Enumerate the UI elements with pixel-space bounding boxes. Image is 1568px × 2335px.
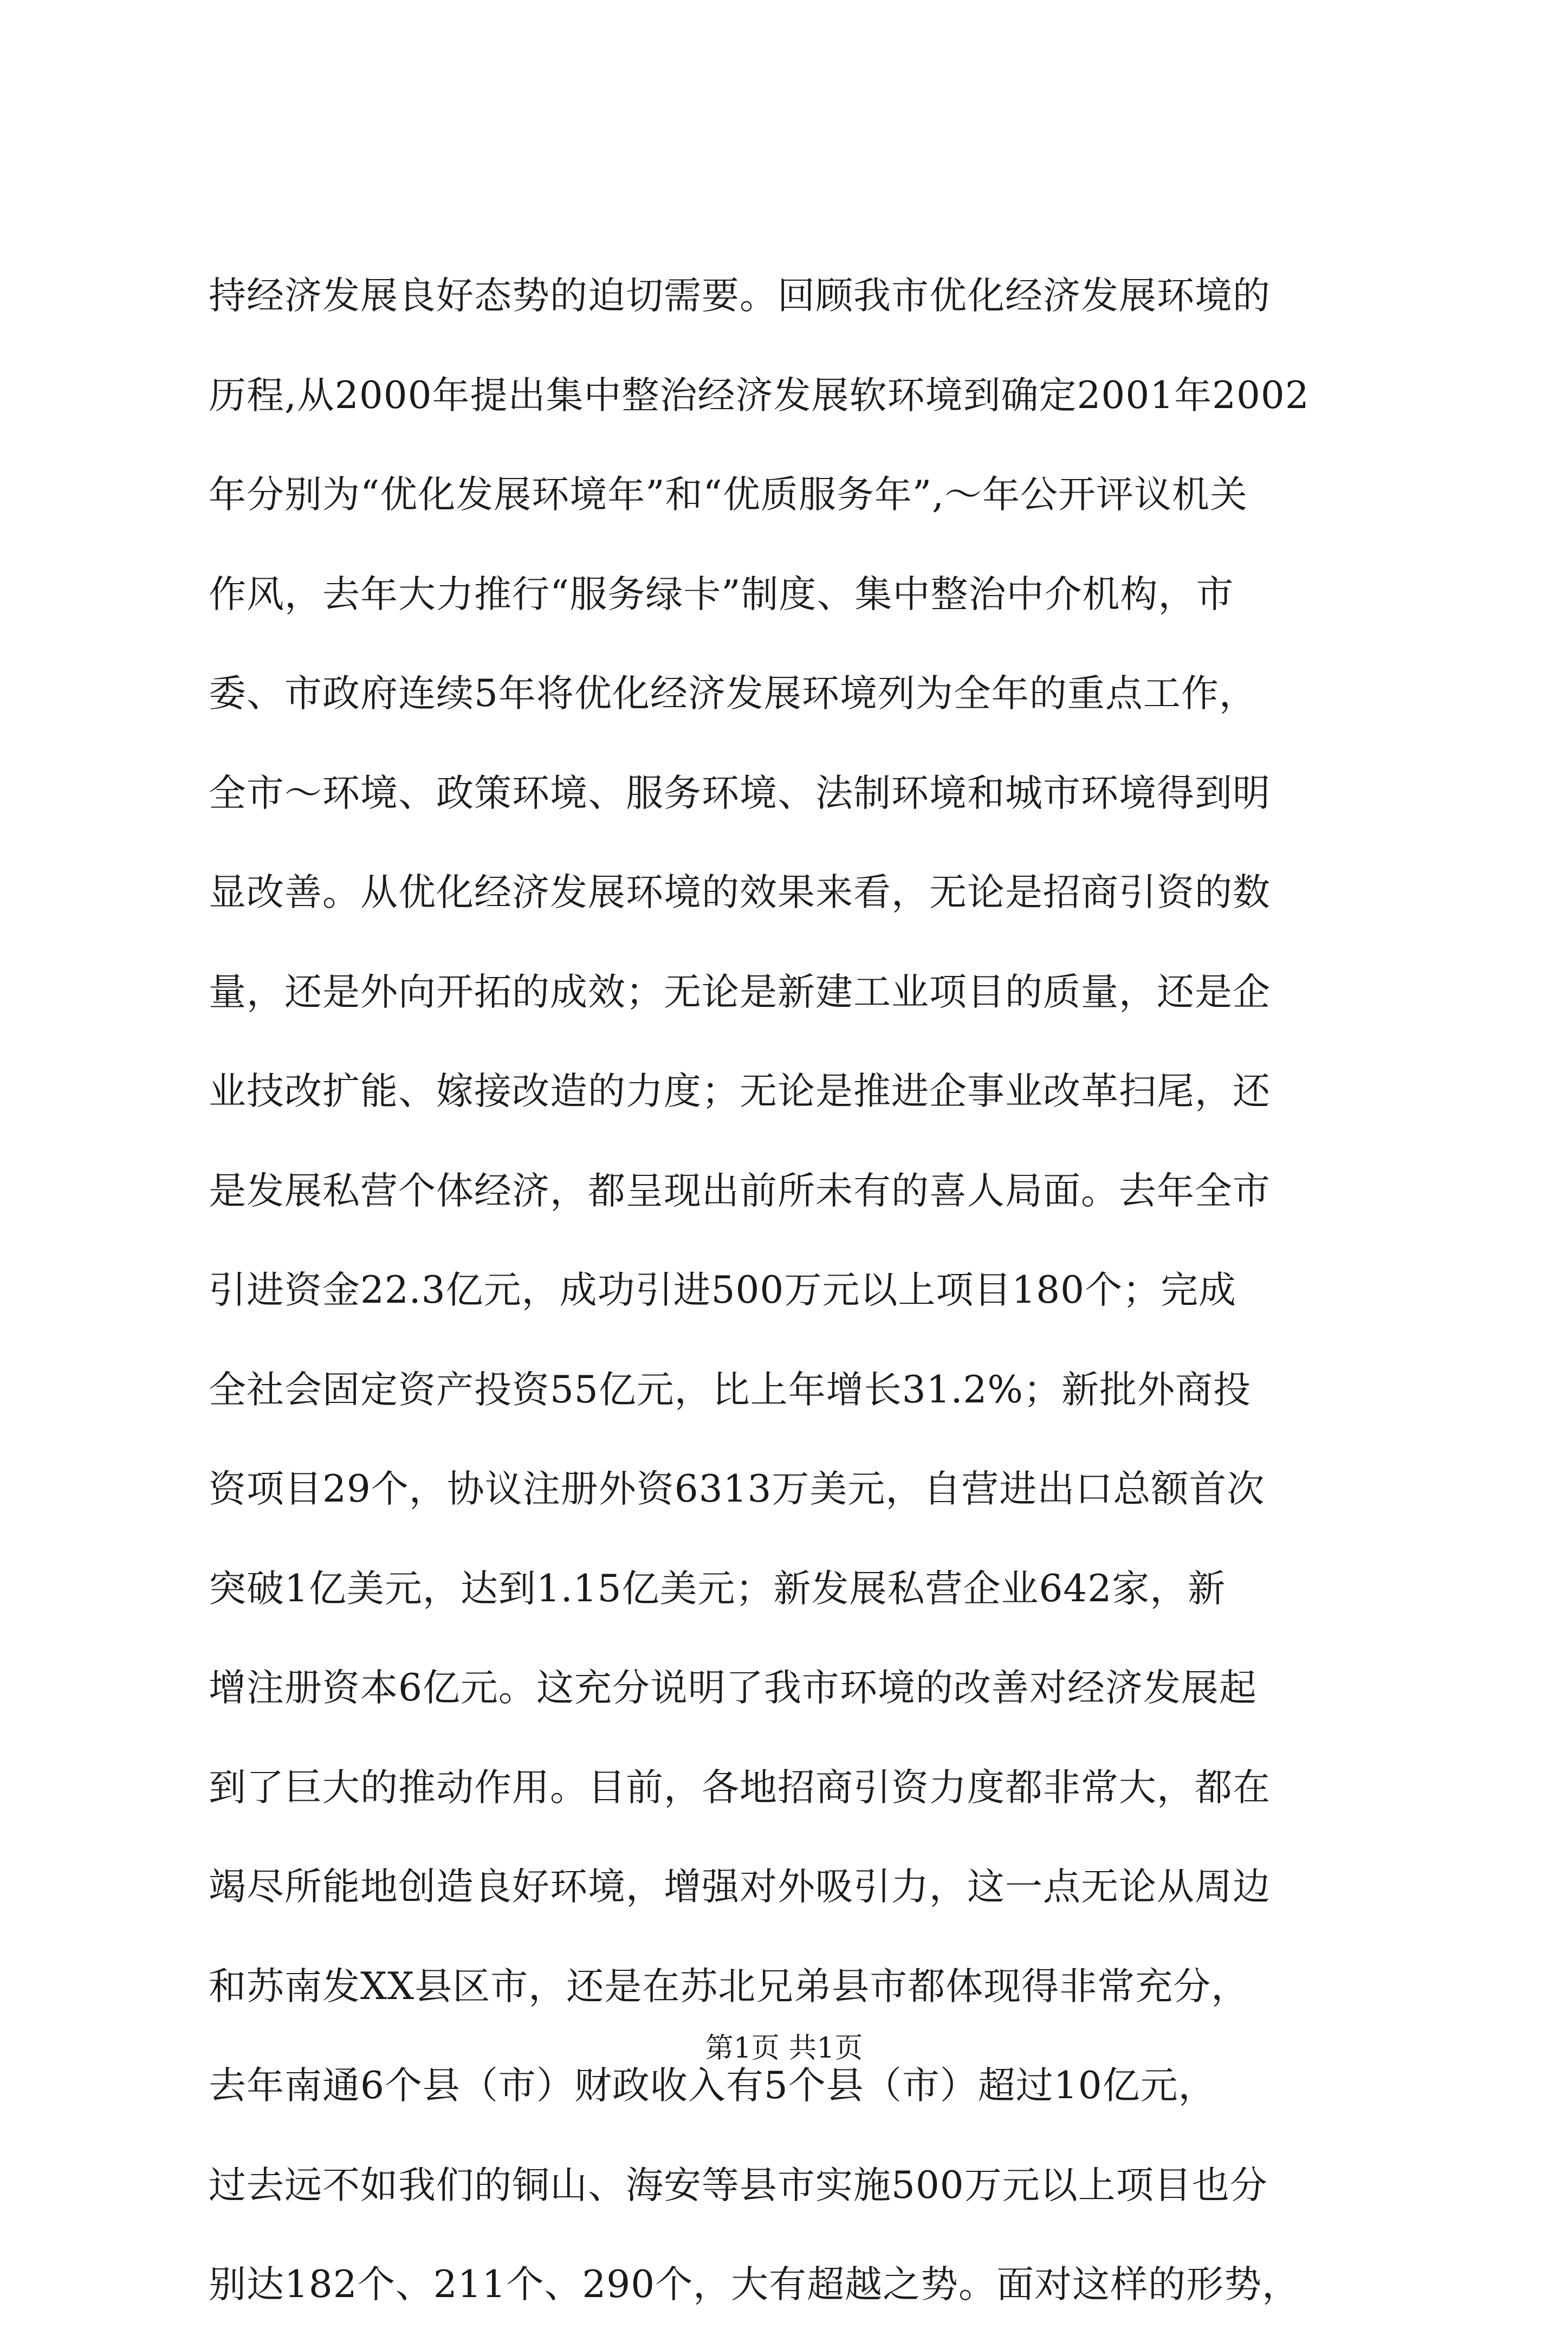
text-line: 突破1亿美元，达到1.15亿美元；新发展私营企业642家，新 — [209, 1567, 1226, 1610]
body-text — [209, 247, 1384, 2335]
text-line: 过去远不如我们的铜山、海安等县市实施500万元以上项目也分 — [209, 2163, 1268, 2207]
page-footer — [0, 2029, 1568, 2067]
page-number-label: 第1页 共1页 — [705, 2032, 863, 2065]
text-line: 业技改扩能、嫁接改造的力度；无论是推进企事业改革扫尾，还 — [209, 1070, 1271, 1113]
text-line: 委、市政府连续5年将优化经济发展环境列为全年的重点工作， — [209, 672, 1257, 715]
text-line: 资项目29个，协议注册外资6313万美元，自营进出口总额首次 — [209, 1467, 1265, 1511]
text-line: 全市～环境、政策环境、服务环境、法制环境和城市环境得到明 — [209, 771, 1271, 815]
text-line: 作风，去年大力推行“服务绿卡”制度、集中整治中介机构，市 — [209, 572, 1234, 616]
text-line: 历程,从2000年提出集中整治经济发展软环境到确定2001年2002 — [209, 373, 1310, 417]
text-line: 年分别为“优化发展环境年”和“优质服务年”,～年公开评议机关 — [209, 473, 1248, 516]
text-line: 是发展私营个体经济，都呈现出前所未有的喜人局面。去年全市 — [209, 1169, 1271, 1213]
text-line: 显改善。从优化经济发展环境的效果来看，无论是招商引资的数 — [209, 871, 1271, 914]
text-line: 去年南通6个县（市）财政收入有5个县（市）超过10亿元， — [209, 2064, 1216, 2107]
text-line: 量，还是外向开拓的成效；无论是新建工业项目的质量，还是企 — [209, 970, 1271, 1014]
text-line: 别达182个、211个、290个，大有超越之势。面对这样的形势， — [209, 2263, 1300, 2306]
text-line: 增注册资本6亿元。这充分说明了我市环境的改善对经济发展起 — [209, 1666, 1257, 1710]
text-line: 引进资金22.3亿元，成功引进500万元以上项目180个；完成 — [209, 1269, 1237, 1312]
text-line: 持经济发展良好态势的迫切需要。回顾我市优化经济发展环境的 — [209, 274, 1271, 318]
text-line: 和苏南发XX县区市，还是在苏北兄弟县市都体现得非常充分， — [209, 1964, 1249, 2008]
text-line: 全社会固定资产投资55亿元，比上年增长31.2%；新批外商投 — [209, 1368, 1251, 1412]
text-line: 到了巨大的推动作用。目前，各地招商引资力度都非常大，都在 — [209, 1765, 1271, 1809]
text-line: 竭尽所能地创造良好环境，增强对外吸引力，这一点无论从周边 — [209, 1865, 1271, 1909]
